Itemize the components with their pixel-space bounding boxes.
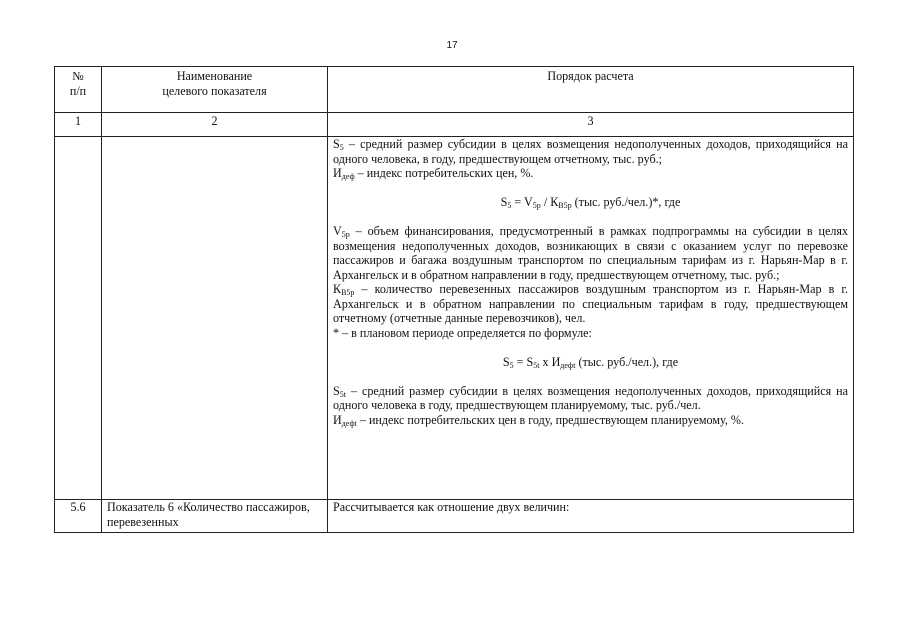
column-number-2: 2 [102,113,328,137]
column-number-1: 1 [55,113,102,137]
header-calculation: Порядок расчета [328,67,854,113]
formula-part: (тыс. руб./чел.)*, где [571,195,681,209]
formula-subscript: 5р [532,201,541,210]
formula-s5-planned [333,355,848,370]
formula-part: (тыс. руб./чел.), где [575,354,679,369]
formula-part: = V [511,195,533,209]
header-indicator-name: Наименование целевого показателя [102,67,328,113]
symbol-subscript: 5t [339,389,346,399]
symbol-subscript: 5 [339,143,344,152]
definition-kv5p [333,282,848,326]
column-numbers-row [55,113,854,137]
definition-text: – объем финансирования, предусмотренный в рамках подпрограммы на субсидии в целях возмещения недополученных доходов, возникающих в связи с оказанием услуг по перевозке пассажиров и багажа воздушным транспортом по специальным тарифам из г. Нарьян-Мар в г. Архангельск и в обратном направлении в году, предшествующем отчетному, тыс. руб.; [333,224,848,282]
formula-part: = S [513,354,534,369]
cell-name-empty [102,137,328,500]
table-header-row [55,67,854,113]
formula-part: S [500,195,508,209]
page-number: 17 [446,40,458,51]
indicator-table [54,66,854,533]
formula-subscript: В5р [558,201,572,210]
definition-text: – индекс потребительских цен, %. [354,166,534,180]
row-number: 5.6 [55,500,102,533]
symbol: И [333,412,342,427]
formula-subscript: 5 [507,201,512,210]
definition-text: – индекс потребительских цен в году, предшествующем планируемому, %. [356,412,744,427]
indicator-name: Показатель 6 «Количество пассажиров, перевезенных [102,500,328,533]
definition-v5p [333,224,848,282]
formula-part: / К [540,195,559,209]
formula-subscript: 5t [533,360,540,370]
definition-text: – средний размер субсидии в целях возмещения недополученных доходов, приходящийся на одного человека, в году, предшествующем отчетному, тыс. руб.; [333,137,848,166]
formula-part: S [502,354,510,369]
formula-subscript: дефt [560,360,576,370]
symbol: S [333,137,340,151]
table-row-5-6 [55,500,854,533]
formula-s5 [333,195,848,210]
definition-text: – средний размер субсидии в целях возмещения недополученных доходов, приходящийся на одного человека в году, предшествующем планируемому, тыс. руб./чел. [333,383,848,412]
symbol-subscript: дефt [341,418,357,428]
symbol-subscript: В5р [341,288,355,297]
symbol: V [333,224,342,238]
formula-part: х И [539,354,561,369]
symbol-subscript: деф [341,172,355,181]
cell-calculation-details [328,137,854,500]
definition-text: – количество перевезенных пассажиров воздушным транспортом из г. Нарьян-Мар в г. Архангельск и в обратном направлении по специальным тарифам в году, предшествующем отчетному (отчетные данные перевозчиков), чел. [333,282,848,325]
calculation-method: Рассчитывается как отношение двух величин: [328,500,854,533]
column-number-3: 3 [328,113,854,137]
symbol: S [333,383,340,398]
table-row-continuation [55,137,854,500]
definition-s5 [333,137,848,166]
symbol: И [333,166,342,180]
header-number: № п/п [55,67,102,113]
symbol: К [333,282,342,296]
definition-idepht [333,413,848,428]
footnote-planning-period: * – в плановом периоде определяется по формуле: [333,325,592,340]
formula-subscript: 5 [509,360,514,370]
symbol-subscript: 5р [341,230,350,239]
cell-number-empty [55,137,102,500]
definition-s5t [333,384,848,413]
definition-ideph [333,166,848,181]
